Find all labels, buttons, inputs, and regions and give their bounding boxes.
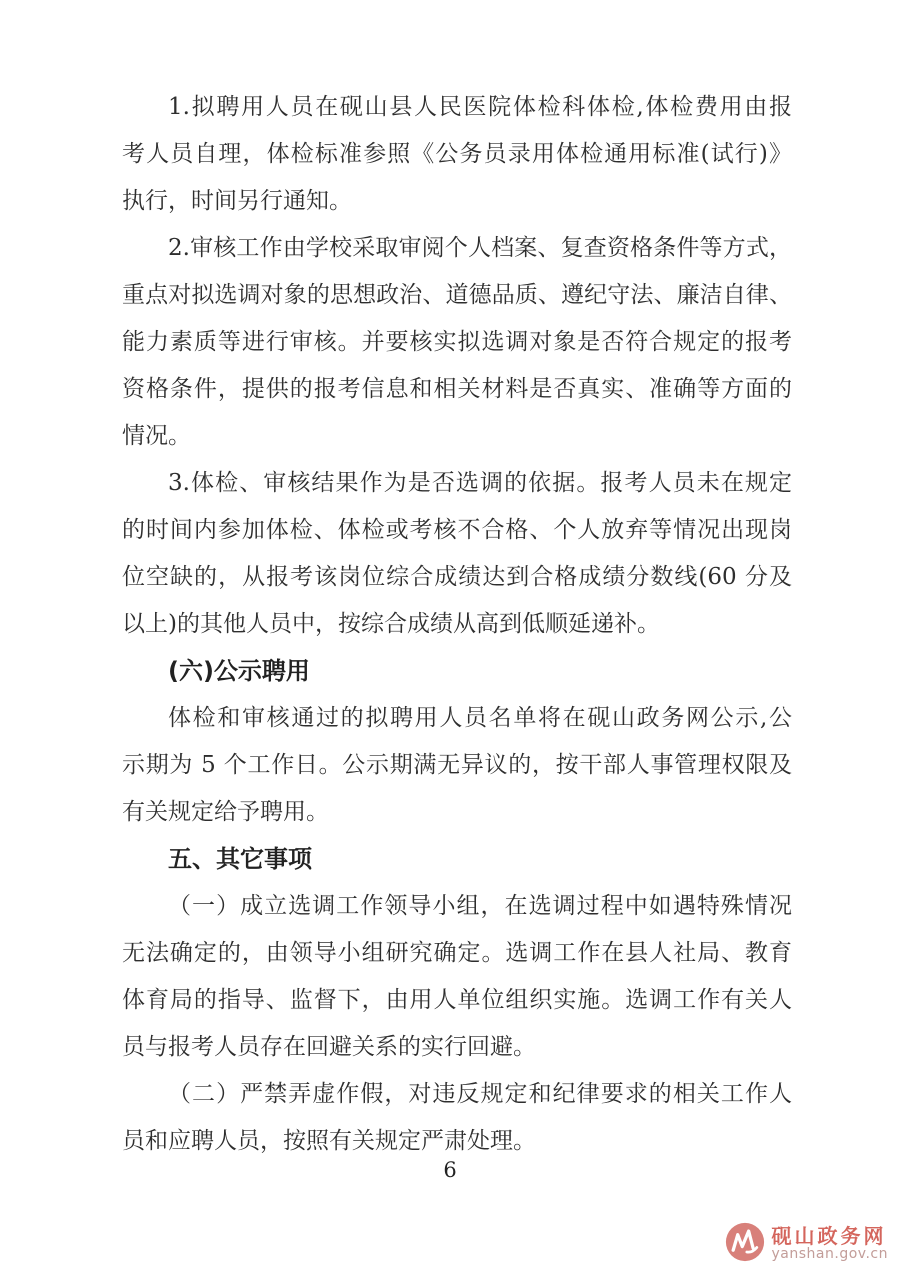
text-line: 位空缺的，从报考该岗位综合成绩达到合格成绩分数线(60 分及 bbox=[122, 564, 792, 590]
text-line: 员和应聘人员，按照有关规定严肃处理。 bbox=[122, 1128, 536, 1154]
text-line: 1.拟聘用人员在砚山县人民医院体检科体检,体检费用由报 bbox=[168, 94, 792, 120]
text-line: 无法确定的，由领导小组研究确定。选调工作在县人社局、教育 bbox=[122, 940, 792, 966]
watermark-text bbox=[772, 1225, 888, 1262]
text-line: 员与报考人员存在回避关系的实行回避。 bbox=[122, 1034, 536, 1060]
text-line: （二）严禁弄虚作假，对违反规定和纪律要求的相关工作人 bbox=[168, 1081, 792, 1107]
text-line: 体检和审核通过的拟聘用人员名单将在砚山政务网公示,公 bbox=[168, 705, 792, 731]
text-line: 的时间内参加体检、体检或考核不合格、个人放弃等情况出现岗 bbox=[122, 517, 792, 543]
text-line: 示期为 5 个工作日。公示期满无异议的，按干部人事管理权限及 bbox=[122, 752, 792, 778]
yanshan-gov-logo-icon bbox=[725, 1222, 765, 1266]
text-line: 体育局的指导、监督下，由用人单位组织实施。选调工作有关人 bbox=[122, 987, 792, 1013]
text-line: 以上)的其他人员中，按综合成绩从高到低顺延递补。 bbox=[122, 611, 660, 637]
text-line: 3.体检、审核结果作为是否选调的依据。报考人员未在规定 bbox=[168, 470, 792, 496]
text-line: 考人员自理，体检标准参照《公务员录用体检通用标准(试行)》 bbox=[122, 141, 792, 167]
text-line: 情况。 bbox=[122, 423, 191, 449]
document-page-body bbox=[122, 84, 792, 1165]
text-line: 执行，时间另行通知。 bbox=[122, 188, 352, 214]
site-watermark bbox=[725, 1222, 888, 1266]
text-line: （一）成立选调工作领导小组，在选调过程中如遇特殊情况 bbox=[168, 893, 792, 919]
page-number: 6 bbox=[443, 1158, 457, 1182]
watermark-site-domain: yanshan.gov.cn bbox=[771, 1246, 888, 1263]
text-line: 重点对拟选调对象的思想政治、道德品质、遵纪守法、廉洁自律、 bbox=[122, 282, 792, 308]
text-line: 2.审核工作由学校采取审阅个人档案、复查资格条件等方式， bbox=[168, 235, 792, 261]
watermark-site-name: 砚山政务网 bbox=[771, 1224, 887, 1249]
text-line: 资格条件，提供的报考信息和相关材料是否真实、准确等方面的 bbox=[122, 376, 792, 402]
text-line: 能力素质等进行审核。并要核实拟选调对象是否符合规定的报考 bbox=[122, 329, 792, 355]
section-heading-public-announcement: (六)公示聘用 bbox=[168, 657, 310, 685]
text-line: 有关规定给予聘用。 bbox=[122, 799, 329, 825]
section-heading-other-matters: 五、其它事项 bbox=[168, 845, 312, 873]
